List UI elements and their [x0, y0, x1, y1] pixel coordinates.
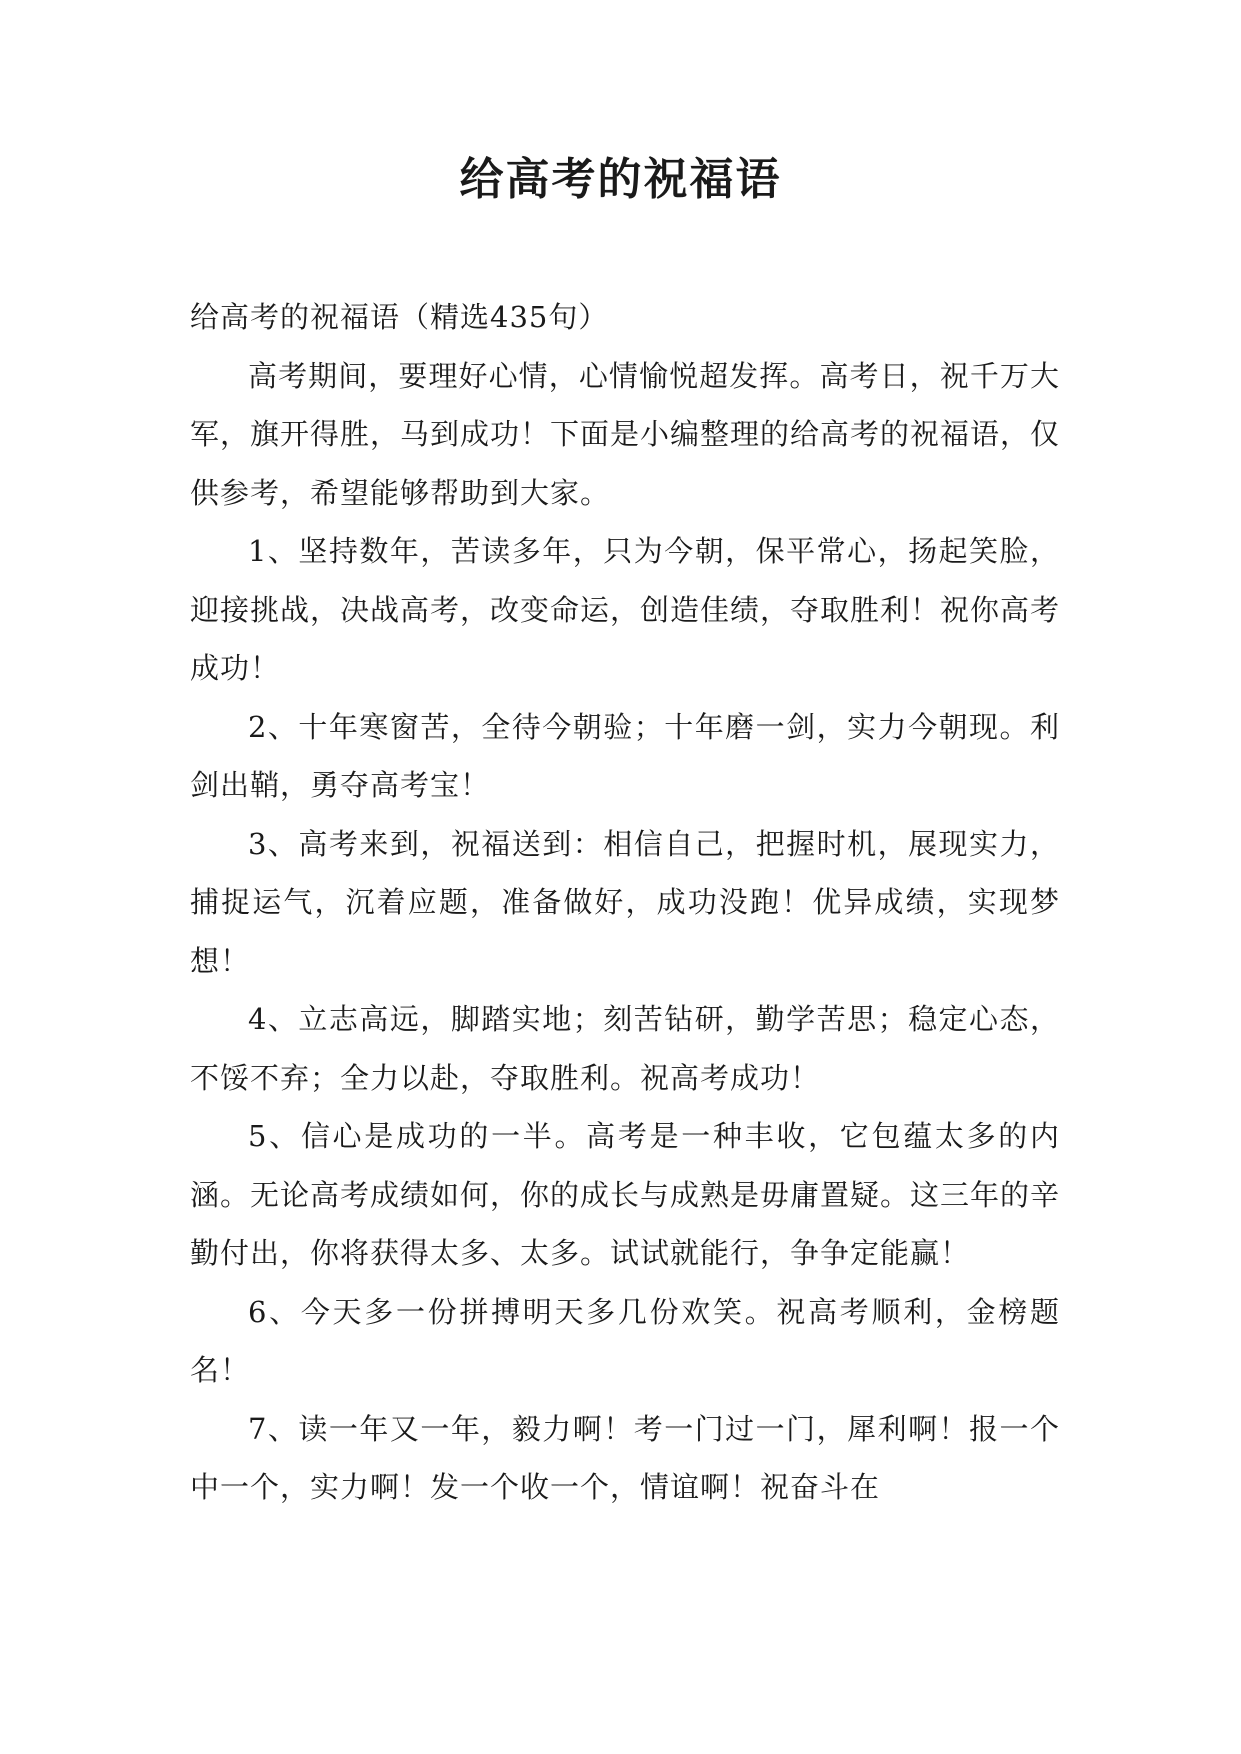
blessing-item: 5、信心是成功的一半。高考是一种丰收，它包蕴太多的内涵。无论高考成绩如何，你的成长与成熟是毋庸置疑。这三年的辛勤付出，你将获得太多、太多。试试就能行，争争定能赢！ [190, 1119, 1061, 1270]
blessing-item: 1、坚持数年，苦读多年，只为今朝，保平常心，扬起笑脸，迎接挑战，决战高考，改变命运，创造佳绩，夺取胜利！祝你高考成功！ [190, 534, 1061, 685]
blessing-item: 7、读一年又一年，毅力啊！考一门过一门，犀利啊！报一个中一个，实力啊！发一个收一个，情谊啊！祝奋斗在 [190, 1411, 1060, 1504]
blessing-item: 2、十年寒窗苦，全待今朝验；十年磨一剑，实力今朝现。利剑出鞘，勇夺高考宝！ [190, 709, 1060, 802]
blessing-item: 4、立志高远，脚踏实地；刻苦钻研，勤学苦思；稳定心态，不馁不弃；全力以赴，夺取胜利。祝高考成功！ [190, 1002, 1060, 1095]
document-body [190, 288, 1060, 1517]
document-title: 给高考的祝福语 [459, 154, 782, 205]
document-subtitle: 给高考的祝福语（精选435句） [190, 300, 609, 334]
blessing-item: 3、高考来到，祝福送到：相信自己，把握时机，展现实力，捕捉运气，沉着应题，准备做好，成功没跑！优异成绩，实现梦想！ [190, 826, 1060, 978]
intro-paragraph: 高考期间，要理好心情，心情愉悦超发挥。高考日，祝千万大军，旗开得胜，马到成功！下面是小编整理的给高考的祝福语，仅供参考，希望能够帮助到大家。 [190, 358, 1061, 510]
blessing-item: 6、今天多一份拼搏明天多几份欢笑。祝高考顺利，金榜题名！ [190, 1294, 1060, 1387]
